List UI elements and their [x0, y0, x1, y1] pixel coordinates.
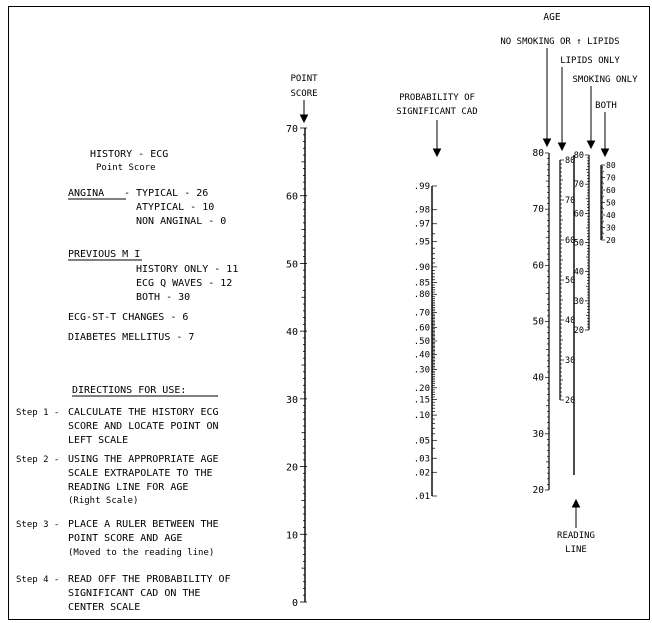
age-both-arrow-head: [602, 149, 609, 156]
step2-line2: SCALE EXTRAPOLATE TO THE: [68, 468, 213, 479]
probability-tick-label: .02: [413, 468, 430, 479]
age-no-smoking-tick-label: 30: [532, 428, 544, 440]
history-title: HISTORY - ECG: [90, 149, 169, 160]
probability-tick-label: .95: [413, 237, 430, 248]
probability-tick-label: .15: [413, 395, 430, 406]
angina-non-anginal: NON ANGINAL - 0: [136, 216, 227, 227]
step4-line3: CENTER SCALE: [68, 602, 141, 613]
angina-label: ANGINA: [68, 188, 105, 199]
age-both-tick-label: 50: [606, 198, 616, 208]
step2-label: Step 2 -: [16, 455, 60, 465]
probability-tick-label: .30: [413, 365, 430, 376]
step1-label: Step 1 -: [16, 408, 60, 418]
step3-label: Step 3 -: [16, 520, 60, 530]
probability-tick-label: .50: [413, 337, 430, 347]
point-score-tick-label: 70: [285, 124, 298, 135]
probability-tick-label: .98: [413, 205, 430, 216]
age-both-tick-label: 20: [606, 236, 616, 245]
probability-tick-label: .01: [413, 492, 430, 502]
probability-tick-label: .03: [413, 454, 430, 465]
probability-title-line2: SIGNIFICANT CAD: [396, 107, 478, 117]
age-lipids-only-tick-label: 60: [565, 236, 576, 246]
angina-atypical: ATYPICAL - 10: [136, 202, 215, 213]
age-label-lipids-only: LIPIDS ONLY: [560, 56, 620, 66]
age-smoking-only-tick-label: 60: [573, 209, 584, 220]
age-label-both: BOTH: [595, 101, 617, 111]
step3-line3: (Moved to the reading line): [68, 548, 215, 558]
ecg-st-t-changes: ECG-ST-T CHANGES - 6: [68, 312, 189, 323]
probability-tick-label: .20: [413, 383, 430, 394]
age-no-smoking-tick-label: 80: [532, 148, 544, 159]
point-score-tick-label: 20: [285, 462, 298, 474]
age-both-tick-label: 40: [606, 211, 616, 220]
age-smoking-only-tick-label: 50: [573, 238, 584, 249]
probability-arrow-head: [434, 149, 441, 156]
point-score-tick-label: 60: [285, 191, 298, 203]
point-score-tick-label: 10: [285, 530, 298, 542]
point-score-tick-label: 30: [285, 394, 298, 406]
probability-tick-label: .97: [413, 219, 430, 230]
step4-line1: READ OFF THE PROBABILITY OF: [68, 574, 231, 585]
age-no-smoking-tick-label: 20: [532, 485, 544, 496]
probability-tick-label: .80: [413, 290, 430, 301]
reading-line-arrow-head: [573, 500, 580, 507]
previous-mi-label: PREVIOUS M I: [68, 249, 141, 260]
step1-line1: CALCULATE THE HISTORY ECG: [68, 407, 219, 418]
step2-line3: READING LINE FOR AGE: [68, 482, 189, 493]
age-both-tick-label: 80: [606, 161, 616, 170]
point-score-arrow-head: [301, 115, 308, 122]
angina-typical: - TYPICAL - 26: [124, 188, 209, 199]
age-smoking-only-tick-label: 80: [573, 151, 584, 161]
age-no-smoking-arrow-head: [544, 139, 551, 146]
reading-line-label-line2: LINE: [565, 545, 587, 555]
age-smoking-only-arrow-head: [588, 141, 595, 148]
age-no-smoking-tick-label: 40: [532, 372, 544, 384]
step3-line2: POINT SCORE AND AGE: [68, 533, 183, 544]
step4-line2: SIGNIFICANT CAD ON THE: [68, 588, 201, 599]
age-no-smoking-tick-label: 50: [532, 316, 544, 328]
point-score-tick-label: 40: [285, 327, 298, 339]
point-score-tick-label: 0: [291, 598, 298, 609]
probability-tick-label: .90: [413, 262, 430, 273]
mi-history-only: HISTORY ONLY - 11: [136, 264, 239, 275]
step1-line3: LEFT SCALE: [68, 435, 129, 446]
step3-line1: PLACE A RULER BETWEEN THE: [68, 519, 219, 530]
age-both-tick-label: 70: [606, 173, 616, 183]
probability-tick-label: .05: [413, 436, 430, 447]
history-subtitle: Point Score: [96, 163, 156, 173]
age-lipids-only-tick-label: 50: [565, 276, 576, 286]
probability-tick-label: .99: [413, 182, 430, 192]
age-smoking-only-tick-label: 20: [573, 326, 584, 336]
reading-line-label-line1: READING: [557, 531, 595, 541]
step4-label: Step 4 -: [16, 575, 60, 585]
probability-tick-label: .60: [413, 323, 430, 334]
age-lipids-only-tick-label: 40: [565, 316, 576, 326]
age-label-smoking-only: SMOKING ONLY: [572, 75, 638, 85]
age-lipids-only-arrow-head: [559, 143, 566, 150]
age-smoking-only-tick-label: 40: [573, 267, 584, 278]
mi-ecg-q-waves: ECG Q WAVES - 12: [136, 278, 233, 289]
probability-title-line1: PROBABILITY OF: [399, 93, 475, 103]
step1-line2: SCORE AND LOCATE POINT ON: [68, 421, 219, 432]
age-label-no-smoking: NO SMOKING OR ↑ LIPIDS: [500, 37, 620, 47]
age-both-tick-label: 60: [606, 186, 616, 195]
age-lipids-only-tick-label: 80: [565, 156, 576, 166]
age-smoking-only-tick-label: 30: [573, 296, 584, 307]
probability-tick-label: .10: [413, 411, 430, 422]
probability-tick-label: .70: [413, 308, 430, 319]
mi-both: BOTH - 30: [136, 292, 191, 303]
age-lipids-only-tick-label: 30: [565, 356, 576, 366]
step2-line1: USING THE APPROPRIATE AGE: [68, 454, 219, 465]
probability-tick-label: .85: [413, 278, 430, 289]
point-score-title-line1: POINT: [290, 74, 318, 84]
step2-line4: (Right Scale): [68, 496, 139, 506]
age-no-smoking-tick-label: 60: [532, 260, 544, 272]
directions-title: DIRECTIONS FOR USE:: [72, 385, 187, 396]
age-lipids-only-tick-label: 20: [565, 396, 576, 406]
age-both-tick-label: 30: [606, 223, 616, 233]
point-score-title-line2: SCORE: [290, 89, 318, 99]
age-smoking-only-tick-label: 70: [573, 180, 584, 191]
diabetes-mellitus: DIABETES MELLITUS - 7: [68, 332, 195, 343]
age-no-smoking-tick-label: 70: [532, 204, 544, 216]
age-lipids-only-tick-label: 70: [565, 196, 576, 206]
point-score-tick-label: 50: [285, 259, 298, 271]
probability-tick-label: .40: [413, 350, 430, 361]
age-title: AGE: [543, 12, 561, 23]
